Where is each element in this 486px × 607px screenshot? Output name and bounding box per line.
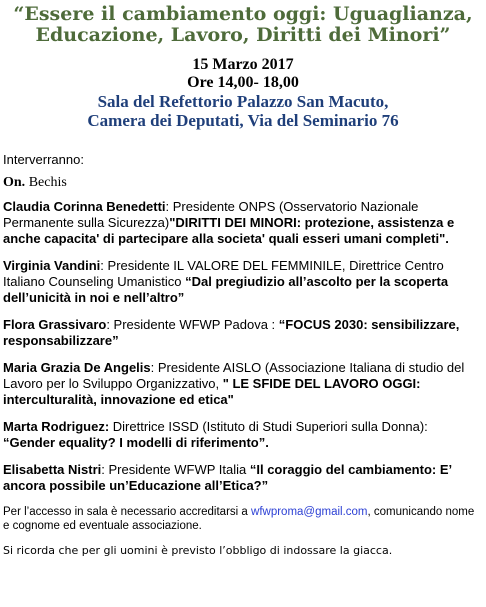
speaker-role: : Presidente IL VALORE DEL FEMMINILE, Direttrice Centro Italiano Counseling Umanistico (3, 258, 444, 289)
speaker-role: : Presidente AISLO (Associazione Italiana di studio del Lavoro per lo Sviluppo Organizzativo, (3, 360, 465, 391)
speaker-role: Direttrice ISSD (Istituto di Studi Superiori sulla Donna): (109, 419, 428, 434)
on-prefix: On. (3, 175, 26, 190)
speaker-item (3, 317, 482, 349)
speaker-topic: “Gender equality? I modelli di riferimento”. (3, 435, 269, 450)
event-time: Ore 14,00- 18,00 (187, 74, 299, 91)
speaker-topic: “Il coraggio del cambiamento: E’ ancora possibile un’Educazione all’Etica?” (3, 462, 452, 493)
speaker-name: Claudia Corinna Benedetti (3, 199, 166, 214)
dress-code-note: Si ricorda che per gli uomini è previsto l’obbligo di indossare la giacca. (3, 544, 393, 557)
speaker-item (3, 462, 482, 494)
speaker-name: Maria Grazia De Angelis (3, 360, 151, 375)
note-text-after: , comunicando nome e cognome ed eventuale associazione. (3, 506, 475, 532)
event-content (0, 152, 486, 558)
note-text-before: Per l’accesso in sala è necessario accreditarsi a (3, 506, 252, 518)
event-title: “Essere il cambiamento oggi: Uguaglianza, Educazione, Lavoro, Diritti dei Minori” (13, 3, 473, 46)
speaker-item (3, 199, 482, 247)
speaker-role: : Presidente WFWP Italia (101, 462, 250, 477)
event-venue-line1: Sala del Refettorio Palazzo San Macuto, (97, 92, 389, 111)
on-name: Bechis (28, 175, 67, 190)
speaker-name: Elisabetta Nistri (3, 462, 102, 477)
speaker-item (3, 419, 482, 451)
speaker-topic: “Dal pregiudizio all’ascolto per la scoperta dell’unicità in noi e nell’altro” (3, 274, 449, 305)
email-link[interactable]: wfwproma@gmail.com (251, 506, 368, 518)
speaker-topic: “FOCUS 2030: sensibilizzare, responsabilizzare” (3, 317, 460, 348)
speaker-name: Virginia Vandini (3, 258, 101, 273)
event-date: 15 Marzo 2017 (192, 56, 294, 73)
speaker-item (3, 258, 482, 306)
speaker-topic: " LE SFIDE DEL LAVORO OGGI: interculturalità, innovazione ed etica" (3, 376, 421, 407)
speaker-name: Marta Rodriguez: (3, 419, 110, 434)
accreditation-note (3, 505, 482, 533)
speaker-role: : Presidente WFWP Padova : (106, 317, 279, 332)
speaker-name: Flora Grassivaro (3, 317, 107, 332)
event-header (0, 4, 486, 130)
on-speaker (3, 175, 482, 191)
speaker-role: : Presidente ONPS (Osservatorio Nazionale Permanente sulla Sicurezza) (3, 199, 419, 230)
speaker-item (3, 360, 482, 408)
speaker-topic: "DIRITTI DEI MINORI: protezione, assistenza e anche capacita' di partecipare alla societa' quali esseri umani completi". (3, 215, 455, 246)
speakers-intro: Interverranno: (3, 152, 84, 167)
event-venue-line2: Camera dei Deputati, Via del Seminario 76 (87, 111, 399, 130)
